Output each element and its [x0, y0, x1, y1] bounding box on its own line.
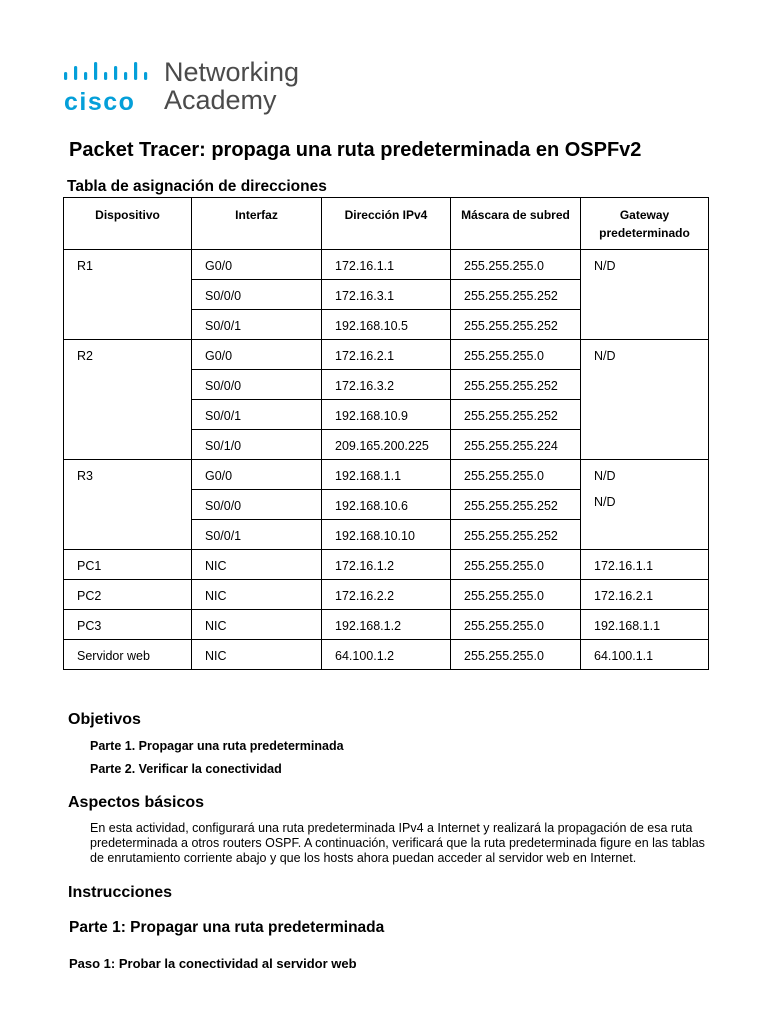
device-cell: PC2 [64, 580, 192, 610]
table-row [64, 460, 709, 490]
gateway-value: N/D [594, 349, 616, 363]
device-cell: R3 [64, 460, 192, 550]
mask-cell: 255.255.255.252 [451, 490, 581, 520]
cisco-wordmark: cisco [64, 88, 136, 116]
interface-cell: NIC [192, 550, 322, 580]
address-table-body [64, 250, 709, 670]
document-title: Packet Tracer: propaga una ruta predeterminada en OSPFv2 [69, 139, 642, 161]
gateway-cell [581, 550, 709, 580]
interface-cell: G0/0 [192, 460, 322, 490]
gateway-cell [581, 340, 709, 460]
gateway-value: N/D [594, 469, 616, 483]
address-table-caption: Tabla de asignación de direcciones [67, 178, 327, 195]
interface-cell: S0/0/0 [192, 280, 322, 310]
table-header-row [64, 198, 709, 250]
gateway-value: 172.16.1.1 [594, 559, 654, 573]
column-header: Interfaz [192, 198, 322, 250]
objective-item: Parte 2. Verificar la conectividad [90, 762, 282, 776]
gateway-cell [581, 610, 709, 640]
interface-cell: NIC [192, 580, 322, 610]
ipv4-cell: 172.16.3.1 [322, 280, 451, 310]
ipv4-cell: 192.168.1.2 [322, 610, 451, 640]
ipv4-cell: 192.168.10.5 [322, 310, 451, 340]
gateway-value: 172.16.2.1 [594, 589, 654, 603]
cisco-networking-academy-logo [64, 58, 324, 116]
table-row [64, 640, 709, 670]
interface-cell: NIC [192, 640, 322, 670]
interface-cell: S0/0/1 [192, 400, 322, 430]
ipv4-cell: 192.168.10.6 [322, 490, 451, 520]
interface-cell: S0/0/0 [192, 490, 322, 520]
ipv4-cell: 172.16.1.2 [322, 550, 451, 580]
background-heading: Aspectos básicos [68, 794, 205, 811]
table-row [64, 580, 709, 610]
ipv4-cell: 172.16.2.1 [322, 340, 451, 370]
part1-title: Parte 1: Propagar una ruta predeterminada [69, 919, 385, 936]
mask-cell: 255.255.255.224 [451, 430, 581, 460]
interface-cell: G0/0 [192, 250, 322, 280]
step1-title: Paso 1: Probar la conectividad al servidor web [69, 956, 357, 971]
table-row [64, 340, 709, 370]
device-cell: R2 [64, 340, 192, 460]
mask-cell: 255.255.255.0 [451, 460, 581, 490]
logo-academy-text: Academy [164, 85, 277, 115]
column-header: Gateway predeterminado [581, 198, 709, 250]
gateway-value: 192.168.1.1 [594, 619, 661, 633]
mask-cell: 255.255.255.252 [451, 310, 581, 340]
objective-item: Parte 1. Propagar una ruta predeterminada [90, 739, 344, 753]
mask-cell: 255.255.255.0 [451, 640, 581, 670]
mask-cell: 255.255.255.252 [451, 370, 581, 400]
interface-cell: S0/0/1 [192, 520, 322, 550]
objectives-heading: Objetivos [68, 711, 141, 728]
interface-cell: S0/0/1 [192, 310, 322, 340]
interface-cell: G0/0 [192, 340, 322, 370]
mask-cell: 255.255.255.252 [451, 400, 581, 430]
logo-networking-text: Networking [164, 57, 300, 87]
ipv4-cell: 192.168.1.1 [322, 460, 451, 490]
background-paragraph: En esta actividad, configurará una ruta predeterminada IPv4 a Internet y realizará la propagación de esa ruta predeterminada a otros routers OSPF. A continuación, verificará que la ruta predeterminada figure en las tablas de enrutamiento corriente abajo y que los hosts ahora puedan acceder al servidor web en Internet. [90, 821, 705, 865]
gateway-value: 64.100.1.1 [594, 649, 654, 663]
table-row [64, 550, 709, 580]
mask-cell: 255.255.255.252 [451, 280, 581, 310]
address-table [63, 197, 709, 670]
mask-cell: 255.255.255.0 [451, 550, 581, 580]
device-cell: PC1 [64, 550, 192, 580]
device-cell: PC3 [64, 610, 192, 640]
cisco-bridge-icon [64, 62, 156, 86]
table-row [64, 250, 709, 280]
interface-cell: S0/1/0 [192, 430, 322, 460]
ipv4-cell: 172.16.3.2 [322, 370, 451, 400]
instructions-heading: Instrucciones [68, 884, 173, 901]
ipv4-cell: 209.165.200.225 [322, 430, 451, 460]
mask-cell: 255.255.255.0 [451, 580, 581, 610]
gateway-value: N/D [594, 259, 616, 273]
interface-cell: NIC [192, 610, 322, 640]
mask-cell: 255.255.255.0 [451, 610, 581, 640]
gateway-cell [581, 460, 709, 550]
ipv4-cell: 192.168.10.10 [322, 520, 451, 550]
device-cell: Servidor web [64, 640, 192, 670]
mask-cell: 255.255.255.0 [451, 250, 581, 280]
device-cell: R1 [64, 250, 192, 340]
ipv4-cell: 172.16.2.2 [322, 580, 451, 610]
gateway-value: N/D [594, 495, 616, 509]
gateway-cell [581, 580, 709, 610]
interface-cell: S0/0/0 [192, 370, 322, 400]
ipv4-cell: 172.16.1.1 [322, 250, 451, 280]
ipv4-cell: 64.100.1.2 [322, 640, 451, 670]
table-row [64, 610, 709, 640]
mask-cell: 255.255.255.252 [451, 520, 581, 550]
gateway-cell [581, 640, 709, 670]
mask-cell: 255.255.255.0 [451, 340, 581, 370]
ipv4-cell: 192.168.10.9 [322, 400, 451, 430]
gateway-cell [581, 250, 709, 340]
column-header: Dispositivo [64, 198, 192, 250]
column-header: Dirección IPv4 [322, 198, 451, 250]
column-header: Máscara de subred [451, 198, 581, 250]
